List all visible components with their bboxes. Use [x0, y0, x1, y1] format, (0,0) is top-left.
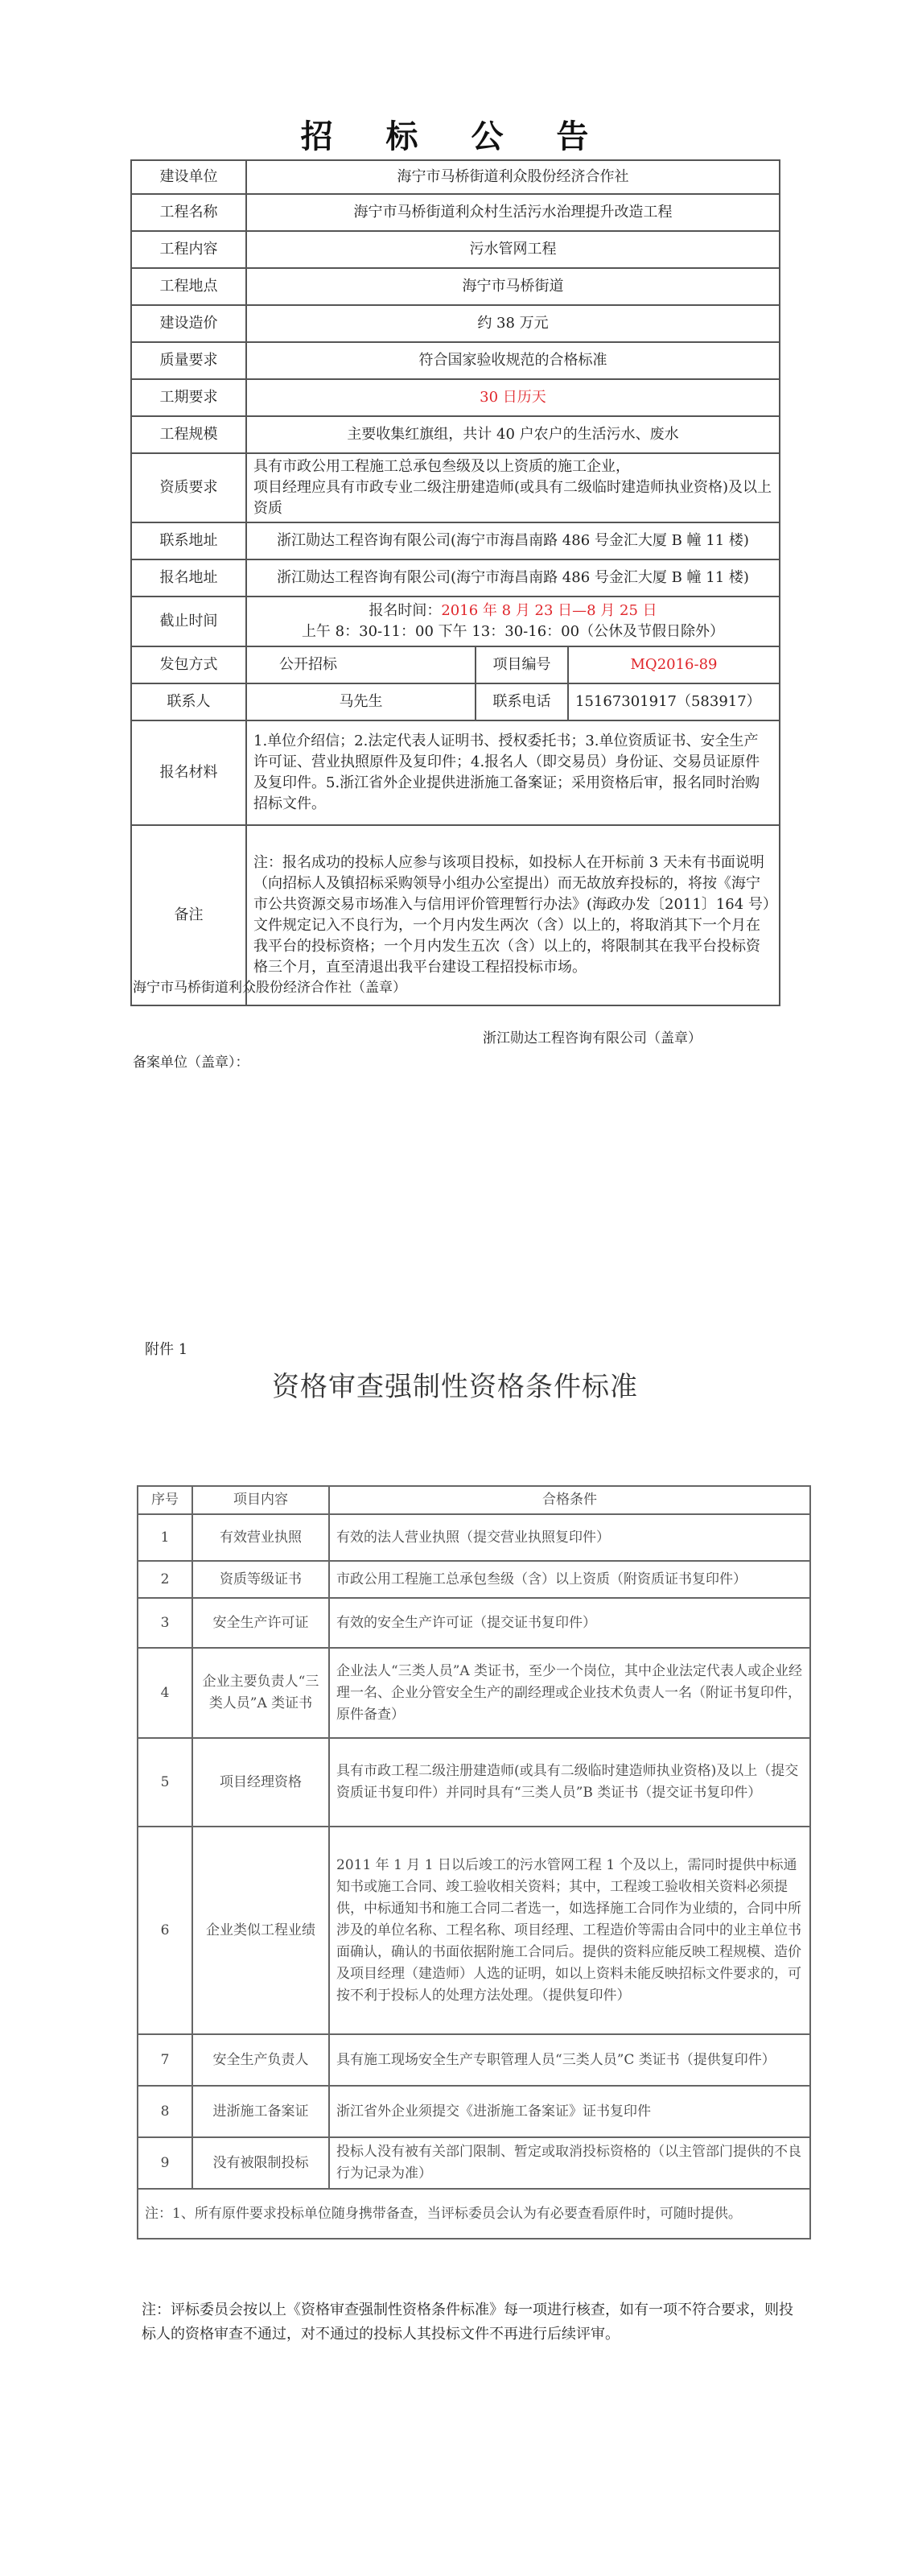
table-row	[138, 2034, 810, 2086]
row-cond: 具有市政工程二级注册建造师(或具有二级临时建造师执业资格)及以上（提交资质证书复印件）并同时具有“三类人员”B 类证书（提交证书复印件）	[329, 1738, 810, 1827]
value	[246, 453, 780, 522]
label-2: 项目编号	[476, 646, 568, 683]
label: 建设单位	[131, 160, 246, 194]
label: 联系人	[131, 683, 246, 720]
label: 报名材料	[131, 720, 246, 825]
row-no: 2	[138, 1561, 192, 1598]
row-cost	[131, 305, 780, 342]
row-item: 资质等级证书	[192, 1561, 329, 1598]
row-tender	[131, 646, 780, 683]
value: 30 日历天	[246, 379, 780, 416]
row-item: 安全生产负责人	[192, 2034, 329, 2086]
row-scale	[131, 416, 780, 453]
value: 马先生	[246, 683, 476, 720]
row-cond: 投标人没有被有关部门限制、暂定或取消投标资格的（以主管部门提供的不良行为记录为准）	[329, 2137, 810, 2189]
label: 工程名称	[131, 194, 246, 231]
value-2: MQ2016-89	[568, 646, 780, 683]
final-note: 注：评标委员会按以上《资格审查强制性资格条件标准》每一项进行核查，如有一项不符合要求，则投标人的资格审查不通过，对不通过的投标人其投标文件不再进行后续评审。	[142, 2301, 793, 2343]
value: 主要收集红旗组，共计 40 户农户的生活污水、废水	[246, 416, 780, 453]
row-cond: 浙江省外企业须提交《进浙施工备案证》证书复印件	[329, 2086, 810, 2137]
attachment-title: 资格审查强制性资格条件标准	[272, 1371, 638, 1403]
notice-title: 招 标 公 告	[300, 118, 610, 155]
row-no: 5	[138, 1738, 192, 1827]
value: 约 38 万元	[246, 305, 780, 342]
row-no: 1	[138, 1514, 192, 1561]
table-note: 注：1、所有原件要求投标单位随身携带备查，当评标委员会认为有必要查看原件时，可随时提供。	[138, 2189, 810, 2239]
qualification-line-1: 具有市政公用工程施工总承包叁级及以上资质的施工企业，	[253, 458, 630, 475]
label: 报名地址	[131, 559, 246, 597]
value	[246, 597, 780, 646]
row-period	[131, 379, 780, 416]
row-cond: 有效的法人营业执照（提交营业执照复印件）	[329, 1514, 810, 1561]
row-signup-address	[131, 559, 780, 597]
row-cond: 具有施工现场安全生产专职管理人员“三类人员”C 类证书（提供复印件）	[329, 2034, 810, 2086]
attachment-label: 附件 1	[145, 1341, 188, 1358]
row-no: 7	[138, 2034, 192, 2086]
row-no: 4	[138, 1648, 192, 1738]
agency-seal-line: 浙江勋达工程咨询有限公司（盖章）	[483, 1030, 702, 1046]
notice-table	[130, 159, 780, 1006]
row-item: 企业类似工程业绩	[192, 1827, 329, 2034]
row-contact	[131, 683, 780, 720]
value-2: 15167301917（583917）	[568, 683, 780, 720]
row-item: 企业主要负责人“三类人员”A 类证书	[192, 1648, 329, 1738]
row-contact-address	[131, 522, 780, 559]
filing-unit-line: 备案单位（盖章）：	[133, 1055, 249, 1071]
value: 公开招标	[246, 646, 476, 683]
qualification-table	[137, 1485, 811, 2240]
row-item: 有效营业执照	[192, 1514, 329, 1561]
label: 截止时间	[131, 597, 246, 646]
row-builder	[131, 160, 780, 194]
label: 建设造价	[131, 305, 246, 342]
deadline-prefix: 报名时间：	[369, 602, 442, 619]
label: 资质要求	[131, 453, 246, 522]
value: 海宁市马桥街道	[246, 268, 780, 305]
label: 备注	[131, 825, 246, 1005]
row-cond: 企业法人“三类人员”A 类证书，至少一个岗位，其中企业法定代表人或企业经理一名、企业分管安全生产的副经理或企业技术负责人一名（附证书复印件，原件备查）	[329, 1648, 810, 1738]
builder-seal-line: 海宁市马桥街道利众股份经济合作社（盖章）	[133, 980, 406, 996]
row-cond: 有效的安全生产许可证（提交证书复印件）	[329, 1598, 810, 1648]
row-content	[131, 231, 780, 268]
table-row	[138, 2086, 810, 2137]
row-no: 9	[138, 2137, 192, 2189]
label: 发包方式	[131, 646, 246, 683]
label: 质量要求	[131, 342, 246, 379]
table-row	[138, 2137, 810, 2189]
label: 工期要求	[131, 379, 246, 416]
row-item: 进浙施工备案证	[192, 2086, 329, 2137]
header-item: 项目内容	[192, 1486, 329, 1514]
deadline-hours: 上午 8：30-11：00 下午 13：30-16：00（公休及节假日除外）	[301, 623, 725, 640]
value: 1.单位介绍信；2.法定代表人证明书、授权委托书；3.单位资质证书、安全生产许可证、营业执照原件及复印件；4.报名人（即交易员）身份证、交易员证原件及复印件。5.浙江省外企业提供进浙施工备案证；采用资格后审，报名同时治购招标文件。	[246, 720, 780, 825]
table-header	[138, 1486, 810, 1514]
value: 注：报名成功的投标人应参与该项目投标，如投标人在开标前 3 天未有书面说明（向招标人及镇招标采购领导小组办公室提出）而无故放弃投标的，将按《海宁市公共资源交易市场准入与信用评价管理暂行办法》(海政办发〔2011〕164 号）文件规定记入不良行为，一个月内发生两次（含）以上的，将取消其下一个月在我平台的投标资格；一个月内发生五次（含）以上的，将限制其在我平台投标资格三个月，直至清退出我平台建设工程招投标市场。	[246, 825, 780, 1005]
label: 工程地点	[131, 268, 246, 305]
row-quality	[131, 342, 780, 379]
deadline-dates: 2016 年 8 月 23 日—8 月 25 日	[441, 602, 657, 619]
label: 联系地址	[131, 522, 246, 559]
label: 工程规模	[131, 416, 246, 453]
row-materials	[131, 720, 780, 825]
row-no: 8	[138, 2086, 192, 2137]
value: 浙江勋达工程咨询有限公司(海宁市海昌南路 486 号金汇大厦 B 幢 11 楼)	[246, 522, 780, 559]
table-row	[138, 1514, 810, 1561]
qualification-line-2: 项目经理应具有市政专业二级注册建造师(或具有二级临时建造师执业资格)及以上资质	[253, 479, 772, 517]
row-location	[131, 268, 780, 305]
row-item: 安全生产许可证	[192, 1598, 329, 1648]
value: 符合国家验收规范的合格标准	[246, 342, 780, 379]
header-cond: 合格条件	[329, 1486, 810, 1514]
row-project	[131, 194, 780, 231]
row-no: 3	[138, 1598, 192, 1648]
value: 海宁市马桥街道利众村生活污水治理提升改造工程	[246, 194, 780, 231]
table-row	[138, 1827, 810, 2034]
row-deadline	[131, 597, 780, 646]
row-item: 项目经理资格	[192, 1738, 329, 1827]
table-row	[138, 1738, 810, 1827]
row-cond: 市政公用工程施工总承包叁级（含）以上资质（附资质证书复印件）	[329, 1561, 810, 1598]
value: 浙江勋达工程咨询有限公司(海宁市海昌南路 486 号金汇大厦 B 幢 11 楼)	[246, 559, 780, 597]
table-row	[138, 1598, 810, 1648]
table-row	[138, 1648, 810, 1738]
row-item: 没有被限制投标	[192, 2137, 329, 2189]
label-2: 联系电话	[476, 683, 568, 720]
row-cond: 2011 年 1 月 1 日以后竣工的污水管网工程 1 个及以上，需同时提供中标通知书或施工合同、竣工验收相关资料；其中，工程竣工验收相关资料必须提供，中标通知书和施工合同二者选一，如选择施工合同作为业绩的，合同中所涉及的单位名称、工程名称、项目经理、工程造价等需由合同中的业主单位书面确认，确认的书面依据附施工合同后。提供的资料应能反映工程规模、造价及项目经理（建造师）人选的证明，如以上资料未能反映招标文件要求的，可按不利于投标人的处理方法处理。（提供复印件）	[329, 1827, 810, 2034]
row-qualification	[131, 453, 780, 522]
table-note-row	[138, 2189, 810, 2239]
value: 海宁市马桥街道利众股份经济合作社	[246, 160, 780, 194]
table-row	[138, 1561, 810, 1598]
header-no: 序号	[138, 1486, 192, 1514]
value: 污水管网工程	[246, 231, 780, 268]
row-no: 6	[138, 1827, 192, 2034]
label: 工程内容	[131, 231, 246, 268]
